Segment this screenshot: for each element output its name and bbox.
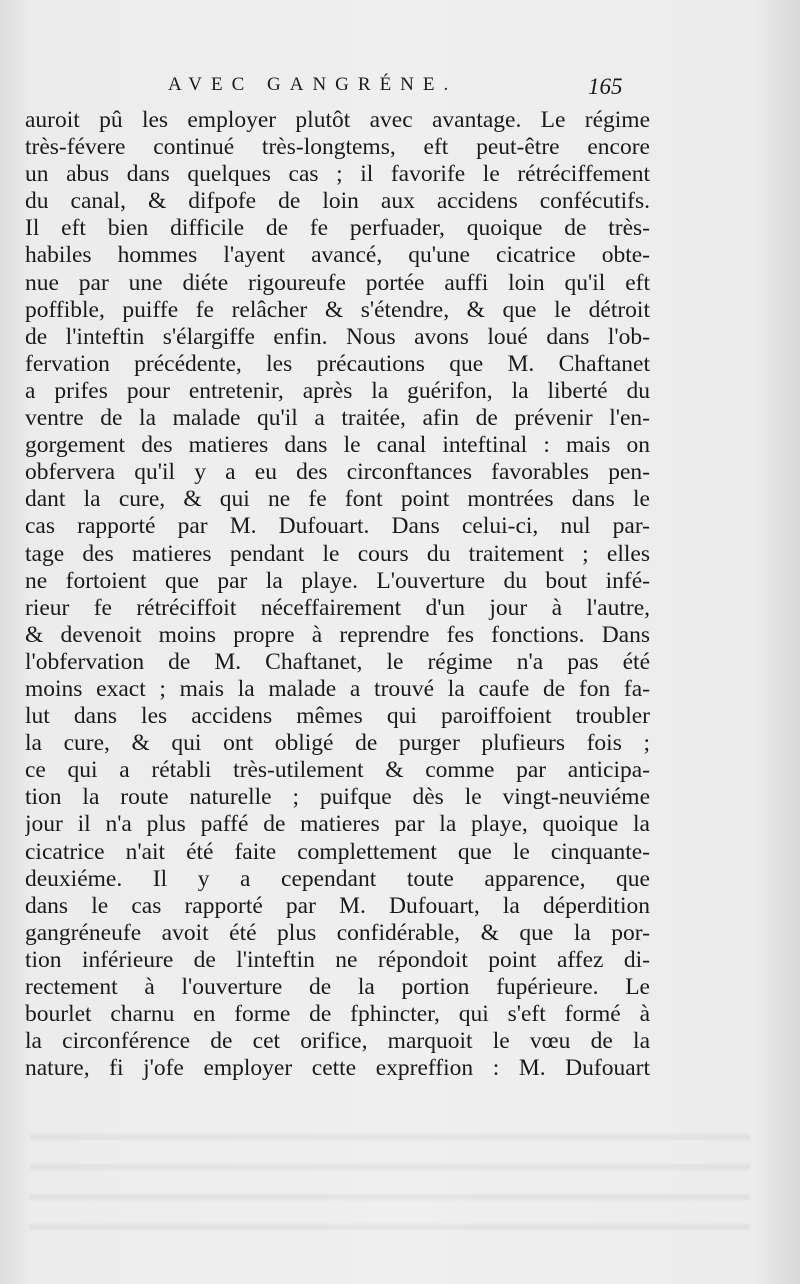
- text-line: cas rapporté par M. Dufouart. Dans celui-ci, nul par-: [25, 513, 650, 540]
- text-line: tion inférieure de l'inteftin ne répondoit point affez di-: [25, 946, 650, 973]
- text-line: nature, fi j'ofe employer cette expreffion : M. Dufouart: [25, 1055, 650, 1082]
- text-line: un abus dans quelques cas ; il favorife le rétréciffement: [25, 161, 650, 188]
- text-line: la cure, & qui ont obligé de purger plufieurs fois ;: [25, 730, 650, 757]
- running-head: AVEC GANGRÉNE.: [168, 74, 458, 95]
- text-line: gorgement des matieres dans le canal inteftinal : mais on: [25, 432, 650, 459]
- text-line: poffible, puiffe fe relâcher & s'étendre, & que le détroit: [25, 296, 650, 323]
- text-line: très-févere continué très-longtems, eft peut-être encore: [25, 134, 650, 161]
- text-line: bourlet charnu en forme de fphincter, qui s'eft formé à: [25, 1001, 650, 1028]
- text-line: rieur fe rétréciffoit néceffairement d'un jour à l'autre,: [25, 594, 650, 621]
- text-line: auroit pû les employer plutôt avec avantage. Le régime: [25, 107, 650, 133]
- text-line: lut dans les accidens mêmes qui paroiffoient troubler: [25, 703, 650, 730]
- text-line: la circonférence de cet orifice, marquoit le vœu de la: [25, 1028, 650, 1055]
- text-line: deuxiéme. Il y a cependant toute apparence, que: [25, 865, 650, 892]
- text-line: fervation précédente, les précautions que M. Chaftanet: [25, 350, 650, 377]
- text-line: a prifes pour entretenir, après la guérifon, la liberté du: [25, 377, 650, 404]
- text-line: nue par une diéte rigoureufe portée auffi loin qu'il eft: [25, 269, 650, 296]
- page-number: 165: [588, 74, 623, 99]
- text-line: ventre de la malade qu'il a traitée, afin de prévenir l'en-: [25, 405, 650, 432]
- show-through-shadow: [30, 1110, 750, 1250]
- text-line: gangréneufe avoit été plus confidérable, & que la por-: [25, 919, 650, 946]
- text-line: tion la route naturelle ; puifque dès le vingt-neuviéme: [25, 784, 650, 811]
- text-line: moins exact ; mais la malade a trouvé la caufe de fon fa-: [25, 675, 650, 702]
- text-line: dans le cas rapporté par M. Dufouart, la déperdition: [25, 892, 650, 919]
- text-line: & devenoit moins propre à reprendre fes fonctions. Dans: [25, 621, 650, 648]
- text-line: Il eft bien difficile de fe perfuader, quoique de très-: [25, 215, 650, 242]
- text-line: ne fortoient que par la playe. L'ouverture du bout infé-: [25, 567, 650, 594]
- text-line: du canal, & difpofe de loin aux accidens confécutifs.: [25, 188, 650, 215]
- page-header: [168, 74, 628, 106]
- text-line: dant la cure, & qui ne fe font point montrées dans le: [25, 486, 650, 513]
- text-line: cicatrice n'ait été faite complettement que le cinquante-: [25, 838, 650, 865]
- text-line: rectement à l'ouverture de la portion fupérieure. Le: [25, 974, 650, 1000]
- text-line: ce qui a rétabli très-utilement & comme par anticipa-: [25, 757, 650, 784]
- text-line: habiles hommes l'ayent avancé, qu'une cicatrice obte-: [25, 242, 650, 269]
- text-line: jour il n'a plus paffé de matieres par la playe, quoique la: [25, 811, 650, 838]
- text-line: obfervera qu'il y a eu des circonftances favorables pen-: [25, 459, 650, 486]
- body-text: [25, 107, 650, 1082]
- text-line: tage des matieres pendant le cours du traitement ; elles: [25, 540, 650, 567]
- text-line: l'obfervation de M. Chaftanet, le régime n'a pas été: [25, 648, 650, 675]
- text-line: de l'inteftin s'élargiffe enfin. Nous avons loué dans l'ob-: [25, 323, 650, 350]
